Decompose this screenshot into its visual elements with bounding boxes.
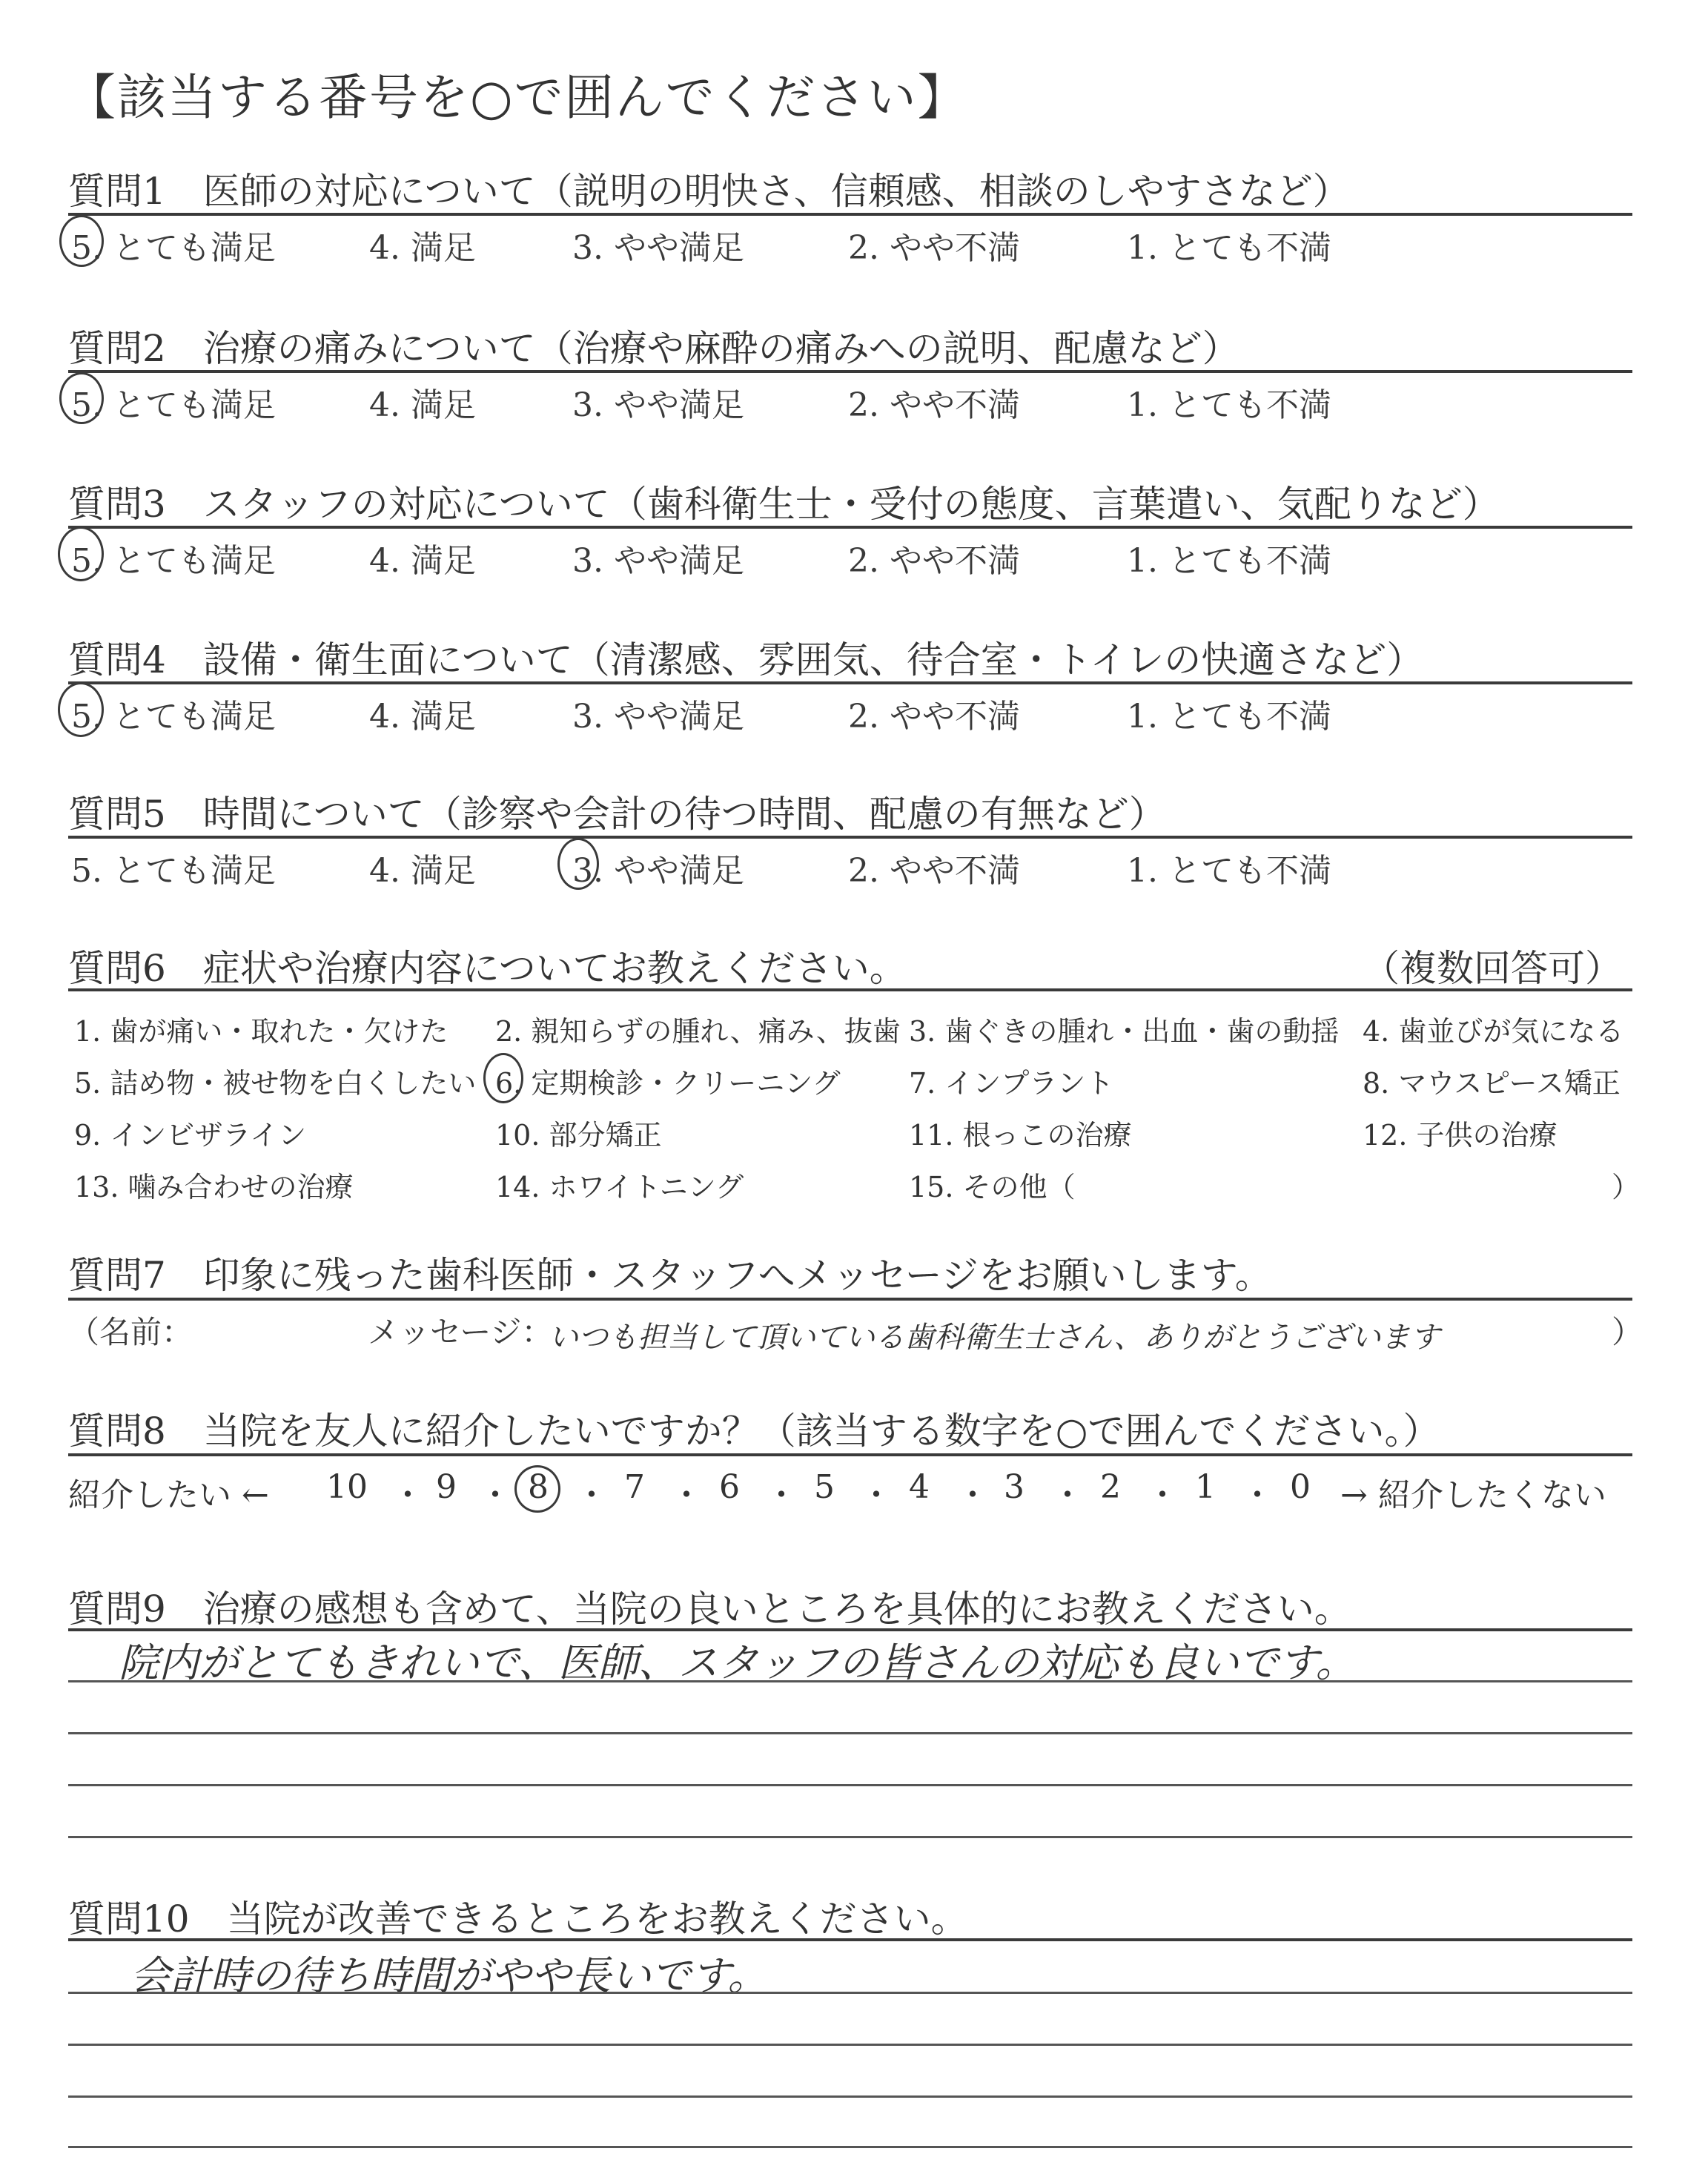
q8-value-1[interactable]: 1	[1195, 1468, 1216, 1506]
question-10-rule	[68, 1938, 1632, 1941]
q6-item-3[interactable]: 3. 歯ぐきの腫れ・出血・歯の動揺	[909, 1015, 1340, 1048]
q2-option-2[interactable]: 2. やや不満	[848, 386, 1020, 424]
question-7-rule	[68, 1298, 1632, 1301]
q7-message-handwritten[interactable]: いつも担当して頂いている歯科衛生士さん、ありがとうございます	[549, 1321, 1440, 1355]
q8-dot: ・	[479, 1476, 512, 1514]
question-2-title: 質問2 治療の痛みについて（治療や麻酔の痛みへの説明、配慮など）	[68, 327, 1239, 370]
q1-option-2[interactable]: 2. やや不満	[848, 229, 1020, 267]
q6-item-14[interactable]: 14. ホワイトニング	[495, 1171, 744, 1203]
q9-answer-line-1	[68, 1680, 1632, 1682]
q8-dot: ・	[1241, 1476, 1274, 1514]
q8-value-4[interactable]: 4	[909, 1468, 930, 1506]
q9-answer-line-3	[68, 1784, 1632, 1786]
q5-option-3[interactable]: 3. やや満足	[572, 852, 744, 890]
q6-item-13[interactable]: 13. 噛み合わせの治療	[74, 1171, 354, 1203]
q8-value-0[interactable]: 0	[1290, 1468, 1311, 1506]
q8-value-9[interactable]: 9	[436, 1468, 457, 1506]
q5-option-4[interactable]: 4. 満足	[369, 852, 476, 890]
q7-close-paren: ）	[1612, 1314, 1644, 1350]
q2-option-3[interactable]: 3. やや満足	[572, 386, 744, 424]
q8-dot: ・	[1146, 1476, 1179, 1514]
question-8-rule	[68, 1453, 1632, 1456]
question-4-title: 質問4 設備・衛生面について（清潔感、雰囲気、待合室・トイレの快適さなど）	[68, 638, 1424, 681]
q10-answer-handwritten[interactable]: 会計時の待ち時間がやや長いです。	[130, 1952, 768, 1999]
q8-value-10[interactable]: 10	[326, 1468, 368, 1506]
q6-item-2[interactable]: 2. 親知らずの腫れ、痛み、抜歯	[495, 1015, 901, 1048]
q6-item-12[interactable]: 12. 子供の治療	[1363, 1119, 1558, 1152]
q3-option-4[interactable]: 4. 満足	[369, 542, 476, 580]
q9-answer-handwritten[interactable]: 院内がとてもきれいで、医師、スタッフの皆さんの対応も良いです。	[119, 1639, 1356, 1686]
q8-dot: ・	[391, 1476, 424, 1514]
question-2-rule	[68, 370, 1632, 373]
q8-dot: ・	[765, 1476, 798, 1514]
q1-option-4[interactable]: 4. 満足	[369, 229, 476, 267]
q10-answer-line-3	[68, 2095, 1632, 2098]
q8-value-2[interactable]: 2	[1100, 1468, 1121, 1506]
q4-option-3[interactable]: 3. やや満足	[572, 698, 744, 736]
q6-item-1[interactable]: 1. 歯が痛い・取れた・欠けた	[74, 1015, 448, 1048]
q8-dot: ・	[670, 1476, 703, 1514]
q4-option-5[interactable]: 5. とても満足	[71, 698, 276, 736]
q8-value-3[interactable]: 3	[1004, 1468, 1025, 1506]
q8-dot: ・	[956, 1476, 989, 1514]
q8-value-7[interactable]: 7	[624, 1468, 645, 1506]
q5-option-5[interactable]: 5. とても満足	[71, 852, 276, 890]
q4-option-2[interactable]: 2. やや不満	[848, 698, 1020, 736]
q6-item-8[interactable]: 8. マウスピース矯正	[1363, 1067, 1621, 1100]
q6-item-10[interactable]: 10. 部分矯正	[495, 1119, 662, 1152]
q5-option-1[interactable]: 1. とても不満	[1127, 852, 1331, 890]
q9-answer-line-4	[68, 1836, 1632, 1838]
question-3-rule	[68, 526, 1632, 529]
q6-item-15[interactable]: 15. その他（	[909, 1171, 1076, 1203]
q6-item-9[interactable]: 9. インビザライン	[74, 1119, 307, 1152]
question-9-title: 質問9 治療の感想も含めて、当院の良いところを具体的にお教えください。	[68, 1588, 1351, 1631]
page-title: 【該当する番号を○で囲んでください】	[67, 69, 968, 126]
q9-answer-line-2	[68, 1732, 1632, 1734]
q2-option-5[interactable]: 5. とても満足	[71, 386, 276, 424]
q10-answer-line-1	[68, 1992, 1632, 1994]
question-3-title: 質問3 スタッフの対応について（歯科衛生士・受付の態度、言葉遣い、気配りなど）	[68, 483, 1500, 526]
q8-right-label: → 紹介したくない	[1340, 1476, 1606, 1514]
question-8-title: 質問8 当院を友人に紹介したいですか？（該当する数字を○で囲んでください。）	[68, 1410, 1440, 1453]
q3-option-5[interactable]: 5. とても満足	[71, 542, 276, 580]
q6-item-5[interactable]: 5. 詰め物・被せ物を白くしたい	[74, 1067, 477, 1100]
q6-item-4[interactable]: 4. 歯並びが気になる	[1363, 1015, 1624, 1048]
q6-item-6[interactable]: 6. 定期検診・クリーニング	[495, 1067, 841, 1100]
q1-option-1[interactable]: 1. とても不満	[1127, 229, 1331, 267]
q3-option-1[interactable]: 1. とても不満	[1127, 542, 1331, 580]
question-5-rule	[68, 836, 1632, 839]
q8-value-8[interactable]: 8	[528, 1468, 549, 1506]
q1-option-3[interactable]: 3. やや満足	[572, 229, 744, 267]
q6-item-7[interactable]: 7. インプラント	[909, 1067, 1114, 1100]
question-6-note: （複数回答可）	[1363, 947, 1622, 990]
q4-option-4[interactable]: 4. 満足	[369, 698, 476, 736]
q10-answer-line-4	[68, 2146, 1632, 2148]
question-6-title: 質問6 症状や治療内容についてお教えください。	[68, 947, 907, 990]
question-5-title: 質問5 時間について（診察や会計の待つ時間、配慮の有無など）	[68, 793, 1166, 836]
q8-value-5[interactable]: 5	[814, 1468, 835, 1506]
q7-message-label: メッセージ：	[368, 1314, 553, 1350]
q5-option-2[interactable]: 2. やや不満	[848, 852, 1020, 890]
q8-left-label: 紹介したい ←	[68, 1476, 269, 1514]
question-1-title: 質問1 医師の対応について（説明の明快さ、信頼感、相談のしやすさなど）	[68, 170, 1350, 213]
q6-item-15-close: ）	[1612, 1171, 1641, 1203]
question-6-rule	[68, 988, 1632, 991]
question-7-title: 質問7 印象に残った歯科医師・スタッフへメッセージをお願いします。	[68, 1254, 1272, 1297]
q2-option-4[interactable]: 4. 満足	[369, 386, 476, 424]
q3-option-2[interactable]: 2. やや不満	[848, 542, 1020, 580]
q4-option-1[interactable]: 1. とても不満	[1127, 698, 1331, 736]
q2-option-1[interactable]: 1. とても不満	[1127, 386, 1331, 424]
q8-dot: ・	[1051, 1476, 1084, 1514]
question-1-rule	[68, 213, 1632, 216]
q1-option-5[interactable]: 5. とても満足	[71, 229, 276, 267]
q10-answer-line-2	[68, 2044, 1632, 2046]
q8-value-6[interactable]: 6	[719, 1468, 740, 1506]
q3-option-3[interactable]: 3. やや満足	[572, 542, 744, 580]
q6-item-11[interactable]: 11. 根っこの治療	[909, 1119, 1132, 1152]
q7-name-label: （名前：	[68, 1314, 193, 1350]
question-10-title: 質問10 当院が改善できるところをお教えください。	[68, 1898, 968, 1941]
q8-dot: ・	[860, 1476, 893, 1514]
question-4-rule	[68, 681, 1632, 684]
q8-dot: ・	[575, 1476, 608, 1514]
